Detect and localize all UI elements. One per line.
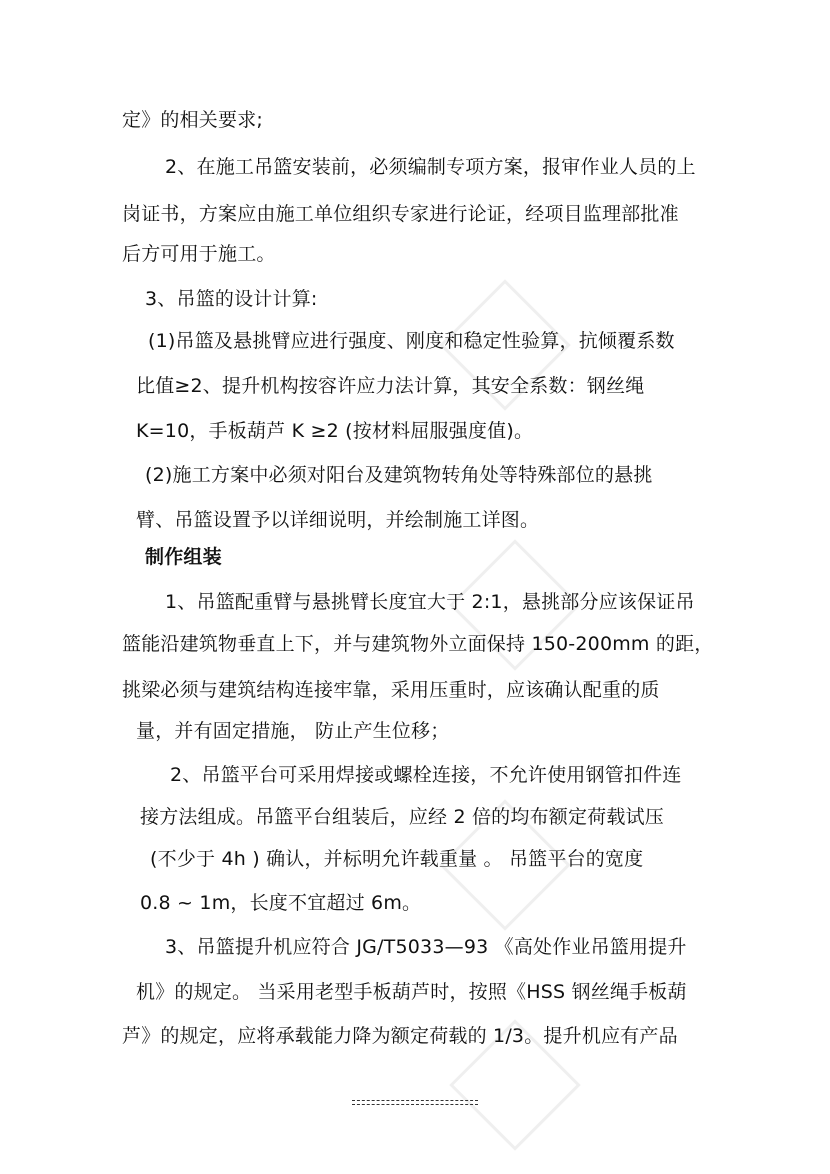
text-line-9: (2)施工方案中必须对阳台及建筑物转角处等特殊部位的悬挑: [145, 464, 653, 486]
text-line-4: 后方可用于施工。: [122, 243, 276, 265]
footer-divider-secondary: [352, 1104, 478, 1105]
text-line-12: 1、吊篮配重臂与悬挑臂长度宜大于 2:1，悬挑部分应该保证吊: [165, 591, 695, 613]
text-line-1: 定》的相关要求;: [122, 109, 264, 131]
text-line-20: 3、吊篮提升机应符合 JG/T5033—93 《高处作业吊篮用提升: [165, 936, 687, 958]
text-line-14: 挑梁必须与建筑结构连接牢靠，采用压重时，应该确认配重的质: [122, 679, 660, 701]
text-line-21: 机》的规定。 当采用老型手板葫芦时，按照《HSS 钢丝绳手板葫: [136, 981, 687, 1003]
text-line-7: 比值≥2、提升机构按容许应力法计算，其安全系数：钢丝绳: [136, 375, 645, 397]
section-heading-design-calc: 3、吊篮的设计计算:: [145, 288, 318, 310]
text-line-3: 岗证书，方案应由施工单位组织专家进行论证，经项目监理部批准: [122, 203, 679, 225]
text-line-22: 芦》的规定，应将承载能力降为额定荷载的 1/3。提升机应有产品: [122, 1025, 678, 1047]
text-line-6: (1)吊篮及悬挑臂应进行强度、刚度和稳定性验算，抗倾覆系数: [148, 330, 675, 352]
text-line-15: 量，并有固定措施， 防止产生位移；: [136, 720, 450, 742]
text-line-16: 2、吊篮平台可采用焊接或螺栓连接，不允许使用钢管扣件连: [170, 764, 682, 786]
text-line-2: 2、在施工吊篮安装前，必须编制专项方案，报审作业人员的上: [165, 156, 696, 178]
text-line-17: 接方法组成。吊篮平台组装后，应经 2 倍的均布额定荷载试压: [140, 806, 664, 828]
text-line-19: 0.8 ~ 1m，长度不宜超过 6m。: [140, 892, 422, 914]
text-line-8: K=10，手板葫芦 K ≥2 (按材料屈服强度值)。: [136, 420, 534, 442]
text-line-18: (不少于 4h ) 确认，并标明允许载重量 。 吊篮平台的宽度: [150, 848, 644, 870]
footer-divider: [352, 1100, 478, 1101]
text-line-10: 臂、吊篮设置予以详细说明，并绘制施工详图。: [136, 509, 540, 531]
section-heading-fabrication: 制作组装: [145, 546, 222, 568]
text-line-13: 篮能沿建筑物垂直上下，并与建筑物外立面保持 150-200mm 的距，: [122, 633, 714, 655]
